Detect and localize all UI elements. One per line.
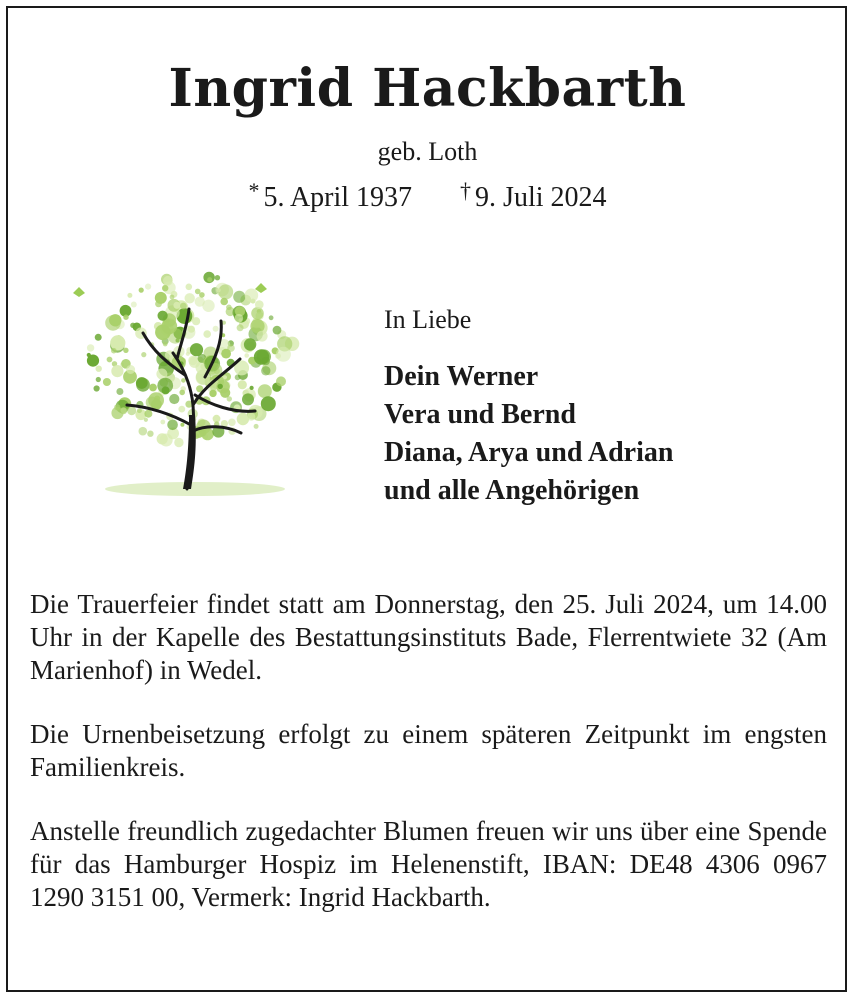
burial-info-paragraph: Die Urnenbeisetzung erfolgt zu einem späteren Zeitpunkt im engsten Familienkreis. (30, 719, 827, 782)
deceased-name: Ingrid Hackbarth (168, 58, 687, 119)
birth-symbol: * (248, 178, 260, 203)
mourner-line: Dein Werner (384, 361, 539, 392)
mourners-intro: In Liebe (384, 305, 472, 334)
tree-icon (55, 255, 315, 500)
death-date: 9. Juli 2024 (475, 182, 607, 213)
mourner-line: und alle Angehörigen (384, 475, 640, 506)
mourner-line: Diana, Arya und Adrian (384, 437, 674, 468)
birth-name: geb. Loth (377, 137, 478, 166)
notice-text (30, 588, 827, 945)
funeral-info-paragraph: Die Trauerfeier findet statt am Donnerstag, den 25. Juli 2024, um 14.00 Uhr in der Kapelle des Bestattungsinstituts Bade, Flerrentwiete 32 (Am Marienhof) in Wedel. (30, 589, 827, 685)
mourner-line: Vera und Bernd (384, 399, 576, 430)
death-symbol: † (460, 178, 472, 203)
life-dates (0, 178, 855, 214)
birth-date: 5. April 1937 (263, 182, 413, 213)
donation-info-paragraph: Anstelle freundlich zugedachter Blumen freuen wir uns über eine Spende für das Hamburger Hospiz im Helenenstift, IBAN: DE48 4306 0967 1290 3151 00, Vermerk: Ingrid Hackbarth. (30, 816, 827, 912)
mourners-list (384, 358, 673, 510)
